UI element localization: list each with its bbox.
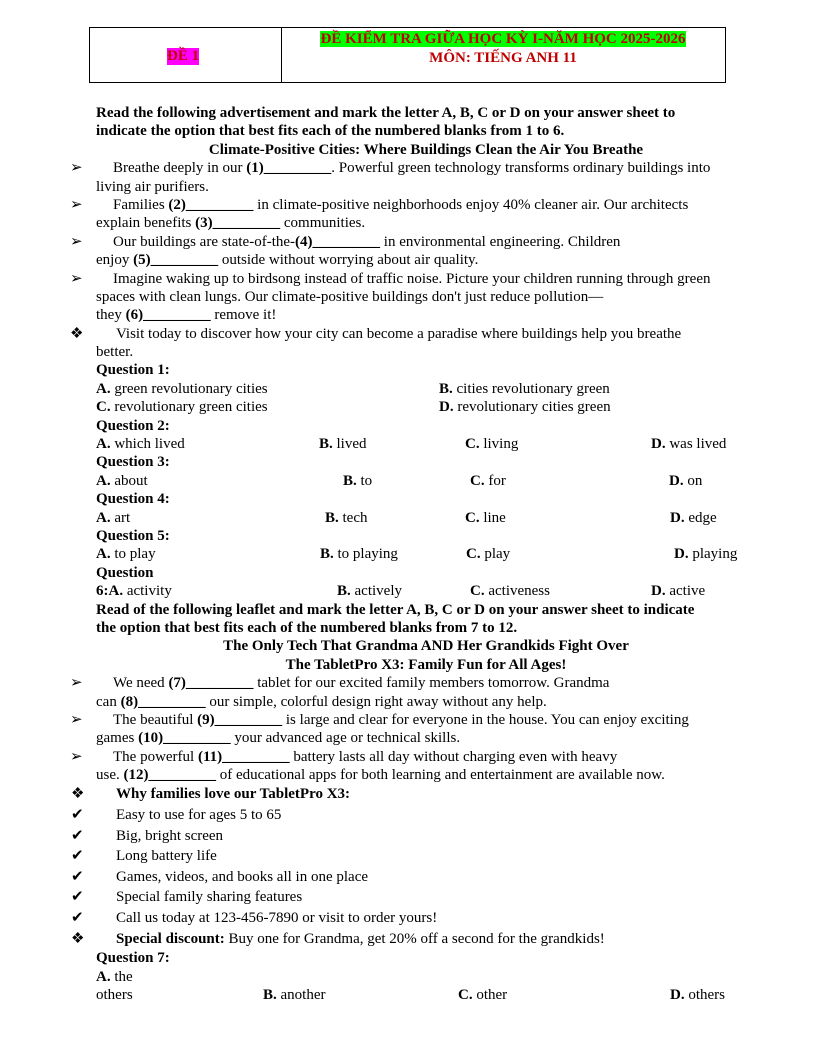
check-icon: ✔ (71, 807, 84, 824)
arrow-bullet-icon: ➢ (70, 196, 83, 213)
part2-instruction-2: the option that best fits each of the numbered blanks from 7 to 12. (96, 619, 518, 636)
document-body (70, 104, 756, 1004)
paragraph-3: ➢ Our buildings are state-of-the-(4)_________ in environmental engineering. Children (70, 233, 621, 250)
arrow-bullet-icon: ➢ (70, 160, 83, 177)
question-5-label: Question 5: (96, 527, 170, 544)
part1-instruction: Read the following advertisement and mark the letter A, B, C or D on your answer sheet to (96, 105, 676, 121)
diamond-bullet-icon: ❖ (71, 930, 85, 947)
question-2-options: A. which lived B. lived C. living D. was lived (96, 436, 727, 453)
paragraph-5: ❖ Visit today to discover how your city can become a paradise where buildings help you breathe (70, 325, 682, 342)
check-item: ✔ Long battery life (96, 846, 756, 867)
leaflet-paragraph-3-cont: use. (12)_________ of educational apps for both learning and entertainment are available now. (96, 767, 665, 784)
header-table (89, 27, 726, 83)
arrow-bullet-icon: ➢ (70, 711, 83, 728)
question-2-label: Question 2: (96, 417, 170, 434)
check-item: ✔ Big, bright screen (96, 826, 756, 847)
leaflet-paragraph-1-cont: can (8)_________ our simple, colorful design right away without any help. (96, 693, 547, 710)
leaflet-paragraph-2-cont: games (10)_________ your advanced age or technical skills. (96, 730, 461, 747)
check-item: ✔ Special family sharing features (96, 887, 756, 908)
check-icon: ✔ (71, 848, 84, 865)
check-item: ✔ Call us today at 123-456-7890 or visit to order yours! (96, 908, 756, 929)
header-right-cell (281, 28, 725, 82)
leaflet-paragraph-2: ➢ The beautiful (9)_________ is large and clear for everyone in the house. You can enjoy exciting (70, 711, 689, 728)
question-6-options: 6:A. activity B. actively C. activeness D. active (96, 583, 706, 600)
question-1-label: Question 1: (96, 362, 170, 379)
exam-subject: MÔN: TIẾNG ANH 11 (429, 50, 577, 66)
header-left-cell (90, 28, 282, 82)
why-families-heading: ❖ Why families love our TabletPro X3: (96, 784, 756, 805)
paragraph-1-cont: living air purifiers. (96, 178, 209, 195)
leaflet-paragraph-3: ➢ The powerful (11)_________ battery lasts all day without charging even with heavy (70, 748, 618, 765)
part1-title: Climate-Positive Cities: Where Buildings Clean the Air You Breathe (208, 141, 644, 158)
paragraph-4-cont-2: they (6)_________ remove it! (96, 307, 277, 324)
exam-title: ĐỀ KIỂM TRA GIỮA HỌC KỲ I-NĂM HỌC 2025-2026 (320, 31, 686, 47)
part2-instruction: Read of the following leaflet and mark the letter A, B, C or D on your answer sheet to indicate (96, 601, 695, 618)
paragraph-4-cont: spaces with clean lungs. Our climate-positive buildings don't just reduce pollution— (96, 288, 604, 305)
question-7-options: others B. another C. other D. others (96, 986, 726, 1003)
question-3-label: Question 3: (96, 454, 170, 471)
leaflet-paragraph-1: ➢ We need (7)_________ tablet for our excited family members tomorrow. Grandma (70, 675, 610, 692)
exam-code: ĐỀ 1 (167, 48, 200, 64)
paragraph-2: ➢ Families (2)_________ in climate-positive neighborhoods enjoy 40% cleaner air. Our architects (70, 196, 689, 213)
question-1-options-row1: A. green revolutionary cities B. cities revolutionary green (96, 380, 610, 397)
part1-instruction-2: indicate the option that best fits each of the numbered blanks from 1 to 6. (96, 123, 565, 140)
check-icon: ✔ (71, 827, 84, 844)
paragraph-3-cont: enjoy (5)_________ outside without worrying about air quality. (96, 252, 479, 269)
question-4-label: Question 4: (96, 491, 170, 508)
check-icon: ✔ (71, 868, 84, 885)
check-icon: ✔ (71, 889, 84, 906)
part2-subtitle: The TabletPro X3: Family Fun for All Ages! (285, 656, 567, 673)
arrow-bullet-icon: ➢ (70, 748, 83, 765)
part2-title: The Only Tech That Grandma AND Her Grandkids Fight Over (223, 638, 629, 655)
question-6-label: Question (96, 564, 154, 581)
question-4-options: A. art B. tech C. line D. edge (96, 509, 717, 526)
question-3-options: A. about B. to C. for D. on (96, 472, 703, 489)
question-5-options: A. to play B. to playing C. play D. playing (96, 546, 738, 563)
paragraph-2-cont: explain benefits (3)_________ communities. (96, 215, 366, 232)
diamond-bullet-icon: ❖ (70, 325, 84, 342)
paragraph-1: ➢ Breathe deeply in our (1)_________. Powerful green technology transforms ordinary buildings into (70, 160, 711, 177)
arrow-bullet-icon: ➢ (70, 270, 83, 287)
special-discount: ❖ Special discount: Buy one for Grandma, get 20% off a second for the grandkids! (96, 929, 756, 950)
arrow-bullet-icon: ➢ (70, 675, 83, 692)
check-item: ✔ Easy to use for ages 5 to 65 (96, 805, 756, 826)
paragraph-5-cont: better. (96, 344, 134, 361)
diamond-bullet-icon: ❖ (71, 786, 85, 803)
paragraph-4: ➢ Imagine waking up to birdsong instead of traffic noise. Picture your children running through green (70, 270, 711, 287)
check-item: ✔ Games, videos, and books all in one place (96, 867, 756, 888)
question-1-options-row2: C. revolutionary green cities D. revolutionary cities green (96, 399, 611, 416)
check-icon: ✔ (71, 910, 84, 927)
question-7-option-a: A. the (96, 968, 133, 985)
question-7-label: Question 7: (96, 950, 170, 967)
arrow-bullet-icon: ➢ (70, 233, 83, 250)
